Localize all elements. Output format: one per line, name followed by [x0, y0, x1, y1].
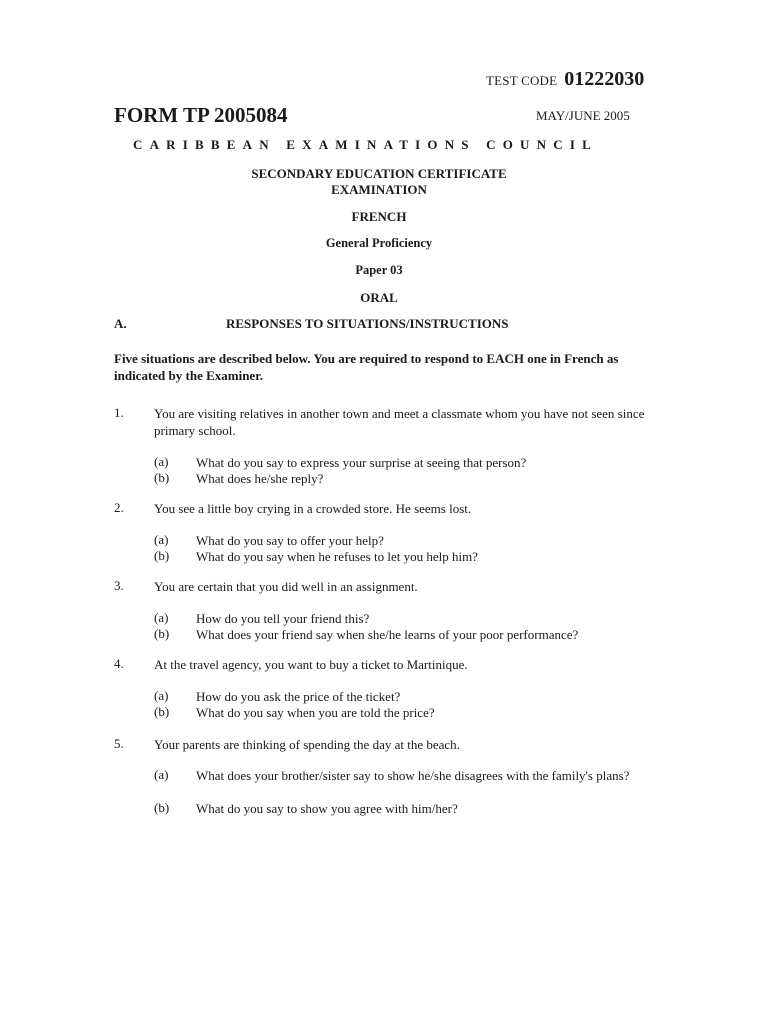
sub-question-label: (a)	[154, 532, 169, 547]
subject-title: FRENCH	[351, 209, 407, 224]
sub-question-text: What do you say to offer your help?	[196, 533, 384, 548]
sub-question-label: (a)	[154, 767, 169, 782]
sub-question-label: (b)	[154, 548, 170, 563]
proficiency-level: General Proficiency	[325, 236, 433, 250]
section-letter: A.	[114, 316, 127, 331]
sub-question-text: What does your friend say when she/he learns of your poor performance?	[196, 627, 579, 642]
test-code	[486, 68, 644, 91]
sub-question-label: (a)	[154, 610, 169, 625]
sub-question-label: (a)	[154, 454, 169, 469]
section-title: RESPONSES TO SITUATIONS/INSTRUCTIONS	[226, 316, 509, 331]
sub-question-label: (a)	[154, 688, 169, 703]
question-text: Your parents are thinking of spending the day at the beach.	[154, 737, 460, 752]
question-number: 2.	[114, 500, 124, 515]
sub-question-text: What do you say to show you agree with him/her?	[196, 801, 458, 816]
sub-question-label: (b)	[154, 626, 170, 641]
test-code-label: TEST CODE	[486, 73, 558, 88]
exam-session: MAY/JUNE 2005	[536, 108, 630, 123]
sub-question-label: (b)	[154, 800, 170, 815]
question-number: 1.	[114, 405, 124, 420]
sub-question-label: (b)	[154, 704, 170, 719]
sub-question-text: What do you say when you are told the price?	[196, 705, 435, 720]
test-code-value: 01222030	[564, 68, 645, 90]
question-text: You are certain that you did well in an assignment.	[154, 579, 418, 594]
question-number: 4.	[114, 656, 124, 671]
certificate-title-line1: SECONDARY EDUCATION CERTIFICATE	[251, 166, 507, 181]
sub-question-text: What does your brother/sister say to show he/she disagrees with the family's plans?	[196, 768, 630, 783]
question-text: At the travel agency, you want to buy a ticket to Martinique.	[154, 657, 468, 672]
section-instructions: Five situations are described below. You are required to respond to EACH one in French as indicated by the Examiner.	[114, 351, 619, 383]
sub-question-text: How do you tell your friend this?	[196, 611, 370, 626]
question-text: You are visiting relatives in another town and meet a classmate whom you have not seen since primary school.	[154, 406, 645, 438]
sub-question-text: What does he/she reply?	[196, 471, 324, 486]
sub-question-text: What do you say when he refuses to let you help him?	[196, 549, 478, 564]
sub-question-text: How do you ask the price of the ticket?	[196, 689, 401, 704]
question-number: 3.	[114, 578, 124, 593]
paper-number: Paper 03	[355, 263, 403, 277]
sub-question-text: What do you say to express your surprise at seeing that person?	[196, 455, 527, 470]
question-text: You see a little boy crying in a crowded store. He seems lost.	[154, 501, 472, 516]
question-number: 5.	[114, 736, 124, 751]
sub-question-label: (b)	[154, 470, 170, 485]
form-number: FORM TP 2005084	[114, 103, 288, 127]
certificate-title-line2: EXAMINATION	[331, 182, 427, 197]
component-title: ORAL	[360, 290, 398, 305]
council-name: CARIBBEAN EXAMINATIONS COUNCIL	[133, 137, 598, 152]
